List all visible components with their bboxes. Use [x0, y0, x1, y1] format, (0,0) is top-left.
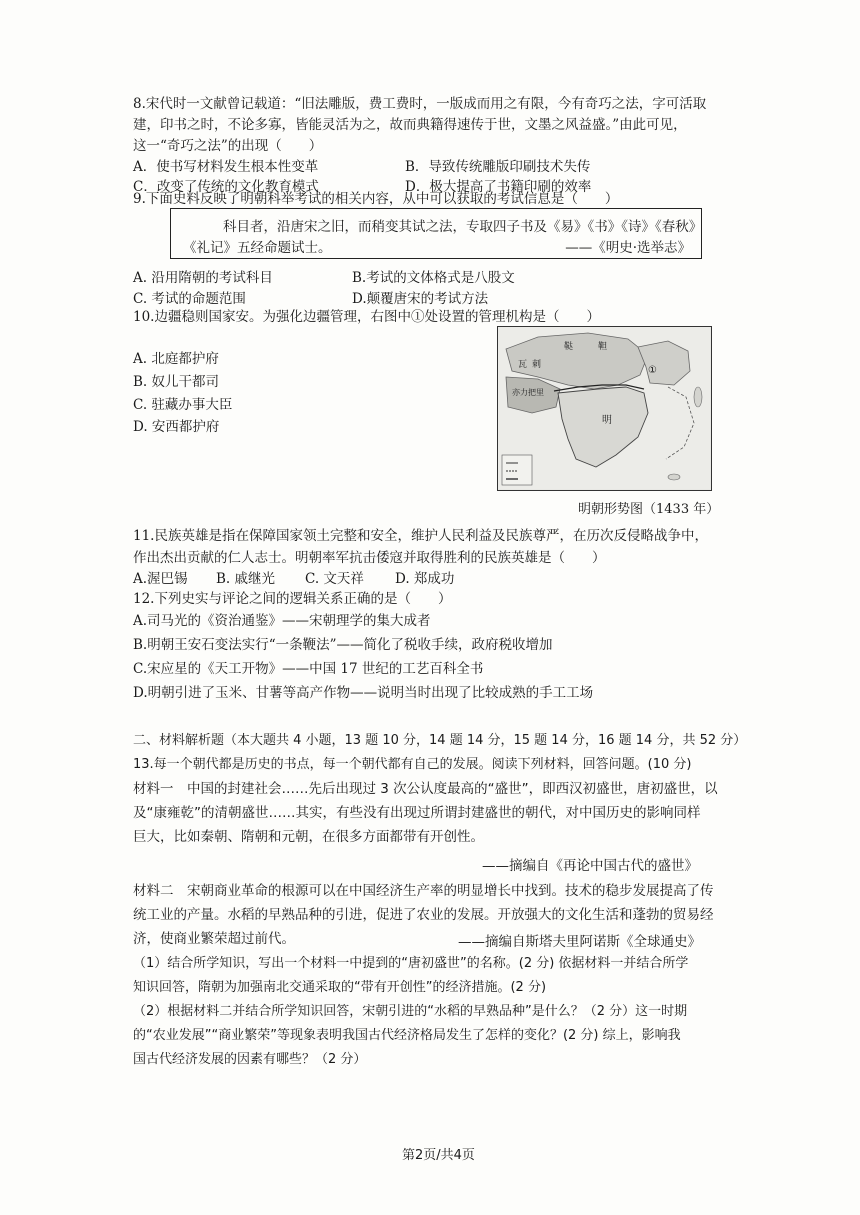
q9-option-b: B.考试的文体格式是八股文 — [352, 270, 515, 286]
q8-option-a: A．使书写材料发生根本性变革 — [133, 159, 319, 175]
q13-material1-line-3: 巨大，比如秦朝、隋朝和元朝，在很多方面都带有开创性。 — [133, 829, 484, 845]
q13-sub2-line-3: 国古代经济发展的因素有哪些？（2 分） — [133, 1052, 367, 1067]
map-label-1: 鞑 — [564, 342, 574, 352]
q8-line-1: 8.宋代时一文献曾记载道：“旧法雕版，费工费时，一版成而用之有限，今有奇巧之法，字可活取 — [133, 96, 707, 112]
q8-line-3: 这一“奇巧之法”的出现（ ） — [133, 138, 323, 154]
q10-option-c: C. 驻藏办事大臣 — [133, 397, 233, 413]
map-label-5: 亦力把里 — [512, 388, 544, 397]
page-number: 第2页/共4页 — [402, 1148, 475, 1163]
q13-material1-line-1: 材料一 中国的封建社会……先后出现过 3 次公认度最高的“盛世”，即西汉初盛世，唐初盛世，以 — [133, 781, 718, 797]
q8-option-c: C．改变了传统的文化教育模式 — [133, 179, 319, 195]
q9-option-a: A. 沿用隋朝的考试科目 — [133, 270, 273, 286]
q11-option-c: C. 文天祥 — [305, 571, 364, 587]
q13-stem: 13.每一个朝代都是历史的书点，每一个朝代都有自己的发展。阅读下列材料，回答问题。(10 分) — [133, 757, 692, 772]
q9-quote-line-2: 《礼记》五经命题试士。 — [183, 240, 332, 256]
q8-option-d: D．极大提高了书籍印刷的效率 — [405, 179, 592, 195]
q8-line-2: 建，印书之时，不论多寡，皆能灵活为之，故而典籍得速传于世，文墨之风益盛。”由此可见， — [133, 117, 687, 133]
q13-material2-line-2: 统工业的产量。水稻的早熟品种的引进，促进了农业的发展。开放强大的文化生活和蓬勃的贸易经 — [133, 907, 714, 923]
q10-option-a: A. 北庭都护府 — [133, 351, 219, 367]
q13-material1-line-2: 及“康雍乾”的清朝盛世……其实，有些没有出现过所谓封建盛世的朝代，对中国历史的影响同样 — [133, 805, 701, 821]
map-label-6: 明 — [602, 415, 612, 426]
map-label-4: 刺 — [532, 360, 542, 370]
q8-option-b: B．导致传统雕版印刷技术失传 — [405, 159, 591, 175]
q9-quote-source: ——《明史·选举志》 — [565, 240, 691, 256]
map-marker-1: ① — [648, 365, 657, 376]
section2-heading: 二、材料解析题（本大题共 4 小题，13 题 10 分，14 题 14 分，15 题 14 分，16 题 14 分，共 52 分） — [133, 733, 747, 748]
q11-line-1: 11.民族英雄是指在保障国家领土完整和安全，维护人民利益及民族尊严，在历次反侵略战争中， — [133, 528, 708, 544]
ming-map — [497, 326, 712, 491]
q9-stem: 9.下面史料反映了明朝科举考试的相关内容，从中可以获取的考试信息是（ ） — [133, 191, 619, 207]
q12-option-d: D.明朝引进了玉米、甘薯等高产作物——说明当时出现了比较成熟的手工工场 — [133, 685, 594, 701]
q9-quote-box — [170, 208, 702, 259]
q11-option-b: B. 戚继光 — [216, 571, 276, 587]
q13-material2-source: ——摘编自斯塔夫里阿诺斯《全球通史》 — [458, 934, 701, 950]
q13-sub2-line-2: 的“农业发展”“商业繁荣”等现象表明我国古代经济格局发生了怎样的变化？(2 分) 综上，影响我 — [133, 1028, 681, 1043]
q12-option-c: C.宋应星的《天工开物》——中国 17 世纪的工艺百科全书 — [133, 661, 484, 677]
q13-sub1-line-2: 知识回答，隋朝为加强南北交通采取的“带有开创性”的经济措施。(2 分) — [133, 980, 547, 995]
q12-option-a: A.司马光的《资治通鉴》——宋朝理学的集大成者 — [133, 613, 431, 629]
map-label-2: 靼 — [598, 342, 608, 352]
map-caption: 明朝形势图（1433 年） — [578, 502, 720, 517]
map-label-3: 瓦 — [518, 360, 528, 370]
q13-sub1-line-1: （1）结合所学知识，写出一个材料一中提到的“唐初盛世”的名称。(2 分) 依据材料一并结合所学 — [133, 956, 689, 971]
q13-material2-line-1: 材料二 宋朝商业革命的根源可以在中国经济生产率的明显增长中找到。技术的稳步发展提高了传 — [133, 883, 714, 899]
q9-option-c: C. 考试的命题范围 — [133, 291, 246, 307]
q10-stem: 10.边疆稳则国家安。为强化边疆管理，右图中①处设置的管理机构是（ ） — [133, 309, 600, 325]
q13-material2-line-3: 济，使商业繁荣超过前代。 — [133, 931, 295, 947]
q11-line-2: 作出杰出贡献的仁人志士。明朝率军抗击倭寇并取得胜利的民族英雄是（ ） — [133, 550, 606, 566]
q13-sub2-line-1: （2）根据材料二并结合所学知识回答，宋朝引进的“水稻的早熟品种”是什么？（2 分）这一时期 — [133, 1004, 688, 1019]
q11-option-d: D. 郑成功 — [395, 571, 455, 587]
q9-option-d: D.颠覆唐宋的考试方法 — [352, 291, 489, 307]
q12-option-b: B.明朝王安石变法实行“一条鞭法”——简化了税收手续，政府税收增加 — [133, 637, 553, 653]
q9-quote-line-1: 科目者，沿唐宋之旧，而稍变其试之法，专取四子书及《易》《书》《诗》《春秋》 — [223, 219, 703, 235]
q10-option-d: D. 安西都护府 — [133, 419, 220, 435]
ming-map-graphic — [498, 327, 710, 489]
q13-material1-source: ——摘编自《再论中国古代的盛世》 — [482, 858, 698, 874]
q10-option-b: B. 奴儿干都司 — [133, 374, 220, 390]
q11-option-a: A.渥巴锡 — [133, 571, 188, 587]
q12-stem: 12.下列史实与评论之间的逻辑关系正确的是（ ） — [133, 591, 452, 607]
